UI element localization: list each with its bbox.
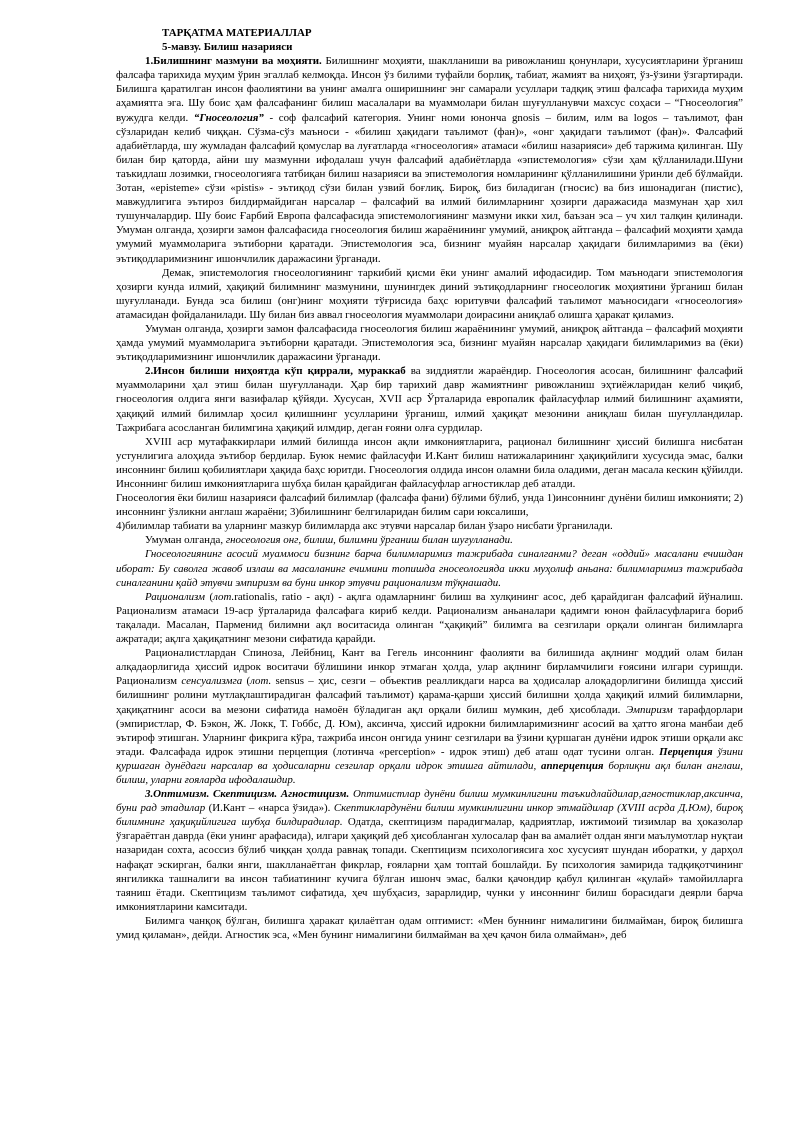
paragraph-13: Билимга чанқоқ бўлган, билишга ҳаракат қилаётган одам оптимист: «Мен буннинг нималигини билмайман, бироқ билишга умид қиламан», дейди. Агностик эса, «Мен бунинг нималигини билмайман ва ҳеч қачон била олмайман», деб [116,914,743,941]
paragraph-12-text-b: Одатда, скептицизм парадигмалар, қадриятлар, ижтимоий тизимлар ва ҳоказолар ўзгараётган даврда (ёки унинг арафасида), илгари ҳақиқий деб ҳисобланган хулосалар фан ва амалиёт олдан янги маълумотлар нуқтаи назаридан сохта, асоссиз бўлиб чиққан ҳолда равнақ топади. Скептицизм психологиясига хос хусусият шундан иборатки, у дарҳол нафақат эскирган, балки янги, шаклланаётган фикрлар, ғояларни ҳам топтай бошлайди. Бу психология замирида тадқиқотчининг янгиликка ташналиги ва инсон табиатининг кучига бўлган ишонч эмас, балки қачондир қабул қилинган «қулай» тамойилларга таяниш ётади. Скептицизм таълимот сифатида, ҳеч шубҳасиз, зарарлидир, чунки у инсоннинг билиш борасидаги деярли барча имкониятларини камситади. [116,816,743,913]
paragraph-8-italic: гносеология онг, билиш, билимни ўрганиш билан шуғулланади. [225,534,513,547]
term-rationalism: Рационализм [145,590,205,603]
paragraph-2: Демак, эпистемология гносеологиянинг таркибий қисми ёки унинг амалий ифодасидир. Том маънодаги эпистемология ҳозирги кунда илмий, ҳақиқий билимнинг мазмунини, шунингдек диний эътиқодларнинг гносеологик моҳиятини ўрганиш билан шуғулланади. Бунда эса билиш (онг)нинг моҳияти тўғрисида баҳс юритувчи фалсафий таълимот маъносидаги «гносеология» атамасидан фойдаланилади. Шу билан биз аввал гносеология муаммолари доирасини аниқлаб олишга ҳаракат қиламиз. [116,266,743,321]
paragraph-10-text-b: rationalis, ratio - ақл) - ақлга одамларнинг билиш ва хулқининг асос, деб қарайдиган фалсафий йўналиш. Рационализм атамаси 19-аср ўрталарида фалсафага кириб келди. Рационализм аньаналари қадимги юнон файласуфларига бориб тақалади. Масалан, Парменид билимни ақл воситасида олинган “ҳақиқий” билимга ва сезгилари орқали олинган билимларга ажратади; ақлга ҳақиқатнинг мезони сифатида қарайди. [116,590,743,646]
paragraph-10-text-a: ( [205,590,214,603]
latin-abbrev: лот. [250,675,272,688]
paragraph-4-text: ва зиддиятли жараёндир. Гносеология асосан, билишнинг фалсафий муаммоларини ҳал этиш билан шуғулланади. Ҳар бир тарихий давр жамиятнинг ривожланиш эҳтиёжларидан келиб чиқиб, гносеология олдига янги вазифалар қўйяди. Хусусан, XVII аср Ўрталарида европалик файласуфлар илмий билишнинг аҳамияти, ҳақиқий илмий билимлар ҳосил қилишнинг усулларини ўрганиш, илмий ҳақиқат мезонини аниқлаш билан шуғулландилар. Тажрибага асосланган билимгина ҳақиқий илмдир, деган ғояни олға сурдилар. [116,365,743,434]
paragraph-11-text-d: тарафдорлари (эмпиристлар, Ф. Бэкон, Ж. Локк, Т. Гоббс, Д. Юм), аксинча, ҳиссий идрокни билимларимизнинг асосий ва ҳатто ягона манбаи деб эътироф этишган. Уларнинг фикрига кўра, тажриба инсон онгида унинг сезгилари ва ўзини қуршаган дунёни идрок этиши орқали акс этади. Фалсафада идрок этишни перцепция (лотинча «perception» - идрок этиш) деб аташ одат тусини олган. [116,703,743,758]
paragraph-12-italic-a: Оптимистлар дунёни билиш мумкинлигини таъкидлайдилар,агностиклар,аксинча, буни рад этадилар [116,788,743,815]
paragraph-12 [116,787,743,914]
paragraph-11-italic-b: борлиқни ақл билан англаш, билиш, уларни ғояларда ифодалашдир. [116,759,743,786]
paragraph-11 [116,646,743,787]
term-gnoseology: “Гносеология” [193,111,264,124]
paragraph-1-text-a: Билишнинг моҳияти, шаклланиши ва ривожланиш қонунлари, хусусиятларини ўрганиш фалсафа тарихида муҳим ўрин эгаллаб келмоқда. Инсон ўз билими туфайли борлиқ, табиат, жамият ва ниҳоят, ўз-ўзини ўзгартиради. Билишга қаратилган инсон фаолиятини ва унинг амалга оширишнинг энг самарали усуллари тадқиқ этиш фалсафа тарихида муҳим аҳамиятга эга. Шу боис ҳам фалсафанинг билиш масалалари ва муаммолари билан шуғулланувчи махсус соҳаси – “Гносеология” вужудга келди. [116,55,744,124]
paragraph-8-text: Умуман олганда, [145,534,226,547]
paragraph-5: XVIII аср мутафаккирлари илмий билишда инсон ақли имкониятларига, рационал билишнинг ҳиссий билишга нисбатан устунлигига алоҳида эътибор бердилар. Буюк немис файласуфи И.Кант билиш натижаларининг ҳақиқийлиги хусусида эмас, балки инсоннинг билиш қобилиятлари ҳақида баҳс юритди. Гносеология олдида инсон оламни била оладими, деган масала кескин қўйилди. Инсоннинг билиш имкониятларига шубҳа билан қарайдиган файласуфлар агностиклар деб аталди. [116,435,743,490]
paragraph-4 [116,364,743,434]
section-heading-2: 2.Инсон билиши ниҳоятда кўп қиррали, мураккаб [145,365,406,378]
paragraph-11-italic-a: ўзини қуршаган дунёдаги нарсалар ва ҳодисаларни сезгилар орқали идрок этишга айтилади, [116,745,743,772]
paragraph-12-italic-b: Скептиклардунёни билиш мумкинлигини инкор этмайдилар (XVIII асрда Д.Юм), бироқ билимнинг ҳақиқийлигига шубҳа билдирадилар. [116,802,743,829]
latin-abbrev: лот. [213,590,235,603]
paragraph-11-text-b: ( [242,675,251,688]
paragraph-12-text-a: (И.Кант – «нарса ўзида»). [205,802,334,815]
paragraph-6: Гносеология ёки билиш назарияси фалсафий билимлар (фалсафа фани) бўлими бўлиб, унда 1)инсоннинг дунёни билиш имконияти; 2) инсоннинг ўзликни англаш жараёни; 3)билишнинг белгиларидан билим сари юксалиши, [116,492,743,519]
paragraph-11-text-c: sensus – ҳис, сезги – объектив реалликдаги нарса ва ҳодисалар алоқадорлигини билишда ҳиссий билишнинг ролини мутлақлаштирадиган фалсафий таълимот) қарама-қарши ҳиссий билишни ҳолда ҳақиқий илмий билимларни, ҳақиқатнинг асоси ва мезони сифатида намоён бўладиган ақл орқали билиш мумкин, деб ҳисоблади. [116,675,743,716]
section-heading-3: 3.Оптимизм. Скептицизм. Агностицизм. [145,788,350,801]
paragraph-10 [116,590,743,646]
term-sensualism: сенсуализмга [181,675,243,688]
page-title: ТАРҚАТМА МАТЕРИАЛЛАР [162,27,312,39]
paragraph-1 [116,54,743,265]
paragraph-1-text-b: - соф фалсафий категория. Унинг номи юнонча gnosis – билим, илм ва logos – таълимот, фан сўзларидан келиб чиққан. Сўзма-сўз маъноси - «билиш ҳақидаги таълимот (фан)», «онг ҳақидаги таълимот (фан)». Фалсафий адабиётларда, шу жумладан фалсафий қомуслар ва луғатларда «гносеология» атамаси «билиш назарияси» деб таржима қилинган. Шу билан бир қаторда, айни шу мазмунни ифодалаш учун фалсафий адабиётларда «эпистемология» сўзи ҳам қўлланилади.Шуни таъкидлаш лозимки, гносеологияга татбиқан билиш назарияси ва эпистемология номларининг қўлланилишини ўринли деб бўлмайди. Зотан, «episteme» сўзи «pistis» - эътиқод сўзи билан узвий боғлиқ. Бироқ, биз биладиган (гносис) ва биз ишонадиган (пистис), мавжудлигига эътироз билдирмайдиган нарсалар – фалсафий ва илмий билимларнинг ҳозирги даражасида мазмунан ҳар хил тушунчалардир. Шу боис Ғарбий Европа фалсафасида эпистемологиянинг мазмуни икки хил, баъзан эса – уч хил талқин қилинади. Умуман олганда, ҳозирги замон фалсафасида гносеология билиш жараёнининг умумий, аниқроқ айтганда – фалсафий моҳияти ҳамда умумий муаммоларига эътиборни қаратади. Эпистемология эса, бизнинг муайян нарсалар ҳақидаги билимларимиз ва (ёки) эътиқодларимизнинг ишончлилик даражасини ўрганади. [116,111,743,265]
term-empiricism: Эмпиризм [626,703,673,716]
page-subtitle: 5-мавзу. Билиш назарияси [162,41,293,54]
paragraph-3: Умуман олганда, ҳозирги замон фалсафасида гносеология билиш жараёнининг умумий, аниқроқ айтганда – фалсафий моҳияти ҳамда умумий муаммоларига эътиборни қаратади. Эпистемология эса, бизнинг муайян нарсалар ҳақидаги билимларимиз ва (ёки) эътиқодларимизнинг ишончлилик даражасини ўрганади. [116,322,743,364]
term-apperception: апперцепция [541,759,604,772]
paragraph-11-text-a: Рационалистлардан Спиноза, Лейбниц, Кант ва Гегель инсоннинг фаолияти ва билишида ақлнинг моддий олам билан алқадаорлигида ҳиссий идрок воситачи бўлишини инкор этмаган ҳолда, улар ақлнинг бирламчилиги ғоясини илгари суришди. Рационализм [116,647,743,688]
paragraph-8 [116,533,743,547]
section-heading-1: 1.Билишнинг мазмуни ва моҳияти. [145,55,322,68]
paragraph-7: 4)билимлар табиати ва уларнинг мазкур билимларда акс этувчи нарсалар билан ўзаро нисбати ўрганилади. [116,520,613,533]
paragraph-9: Гносеологиянинг асосий муаммоси бизнинг барча билимларимиз тажрибада синалганми? деган «оддий» масалани ечишдан иборат: Бу саволга жавоб излаш ва масаланинг ечимини топишда гносеологияда икки муҳолиф аньана: билимларимиз тажрибада синалганини қайд этувчи эмпиризм ва буни инкор этувчи рационализм тўқнашади. [116,548,743,589]
term-perception: Перцепция [659,745,713,758]
